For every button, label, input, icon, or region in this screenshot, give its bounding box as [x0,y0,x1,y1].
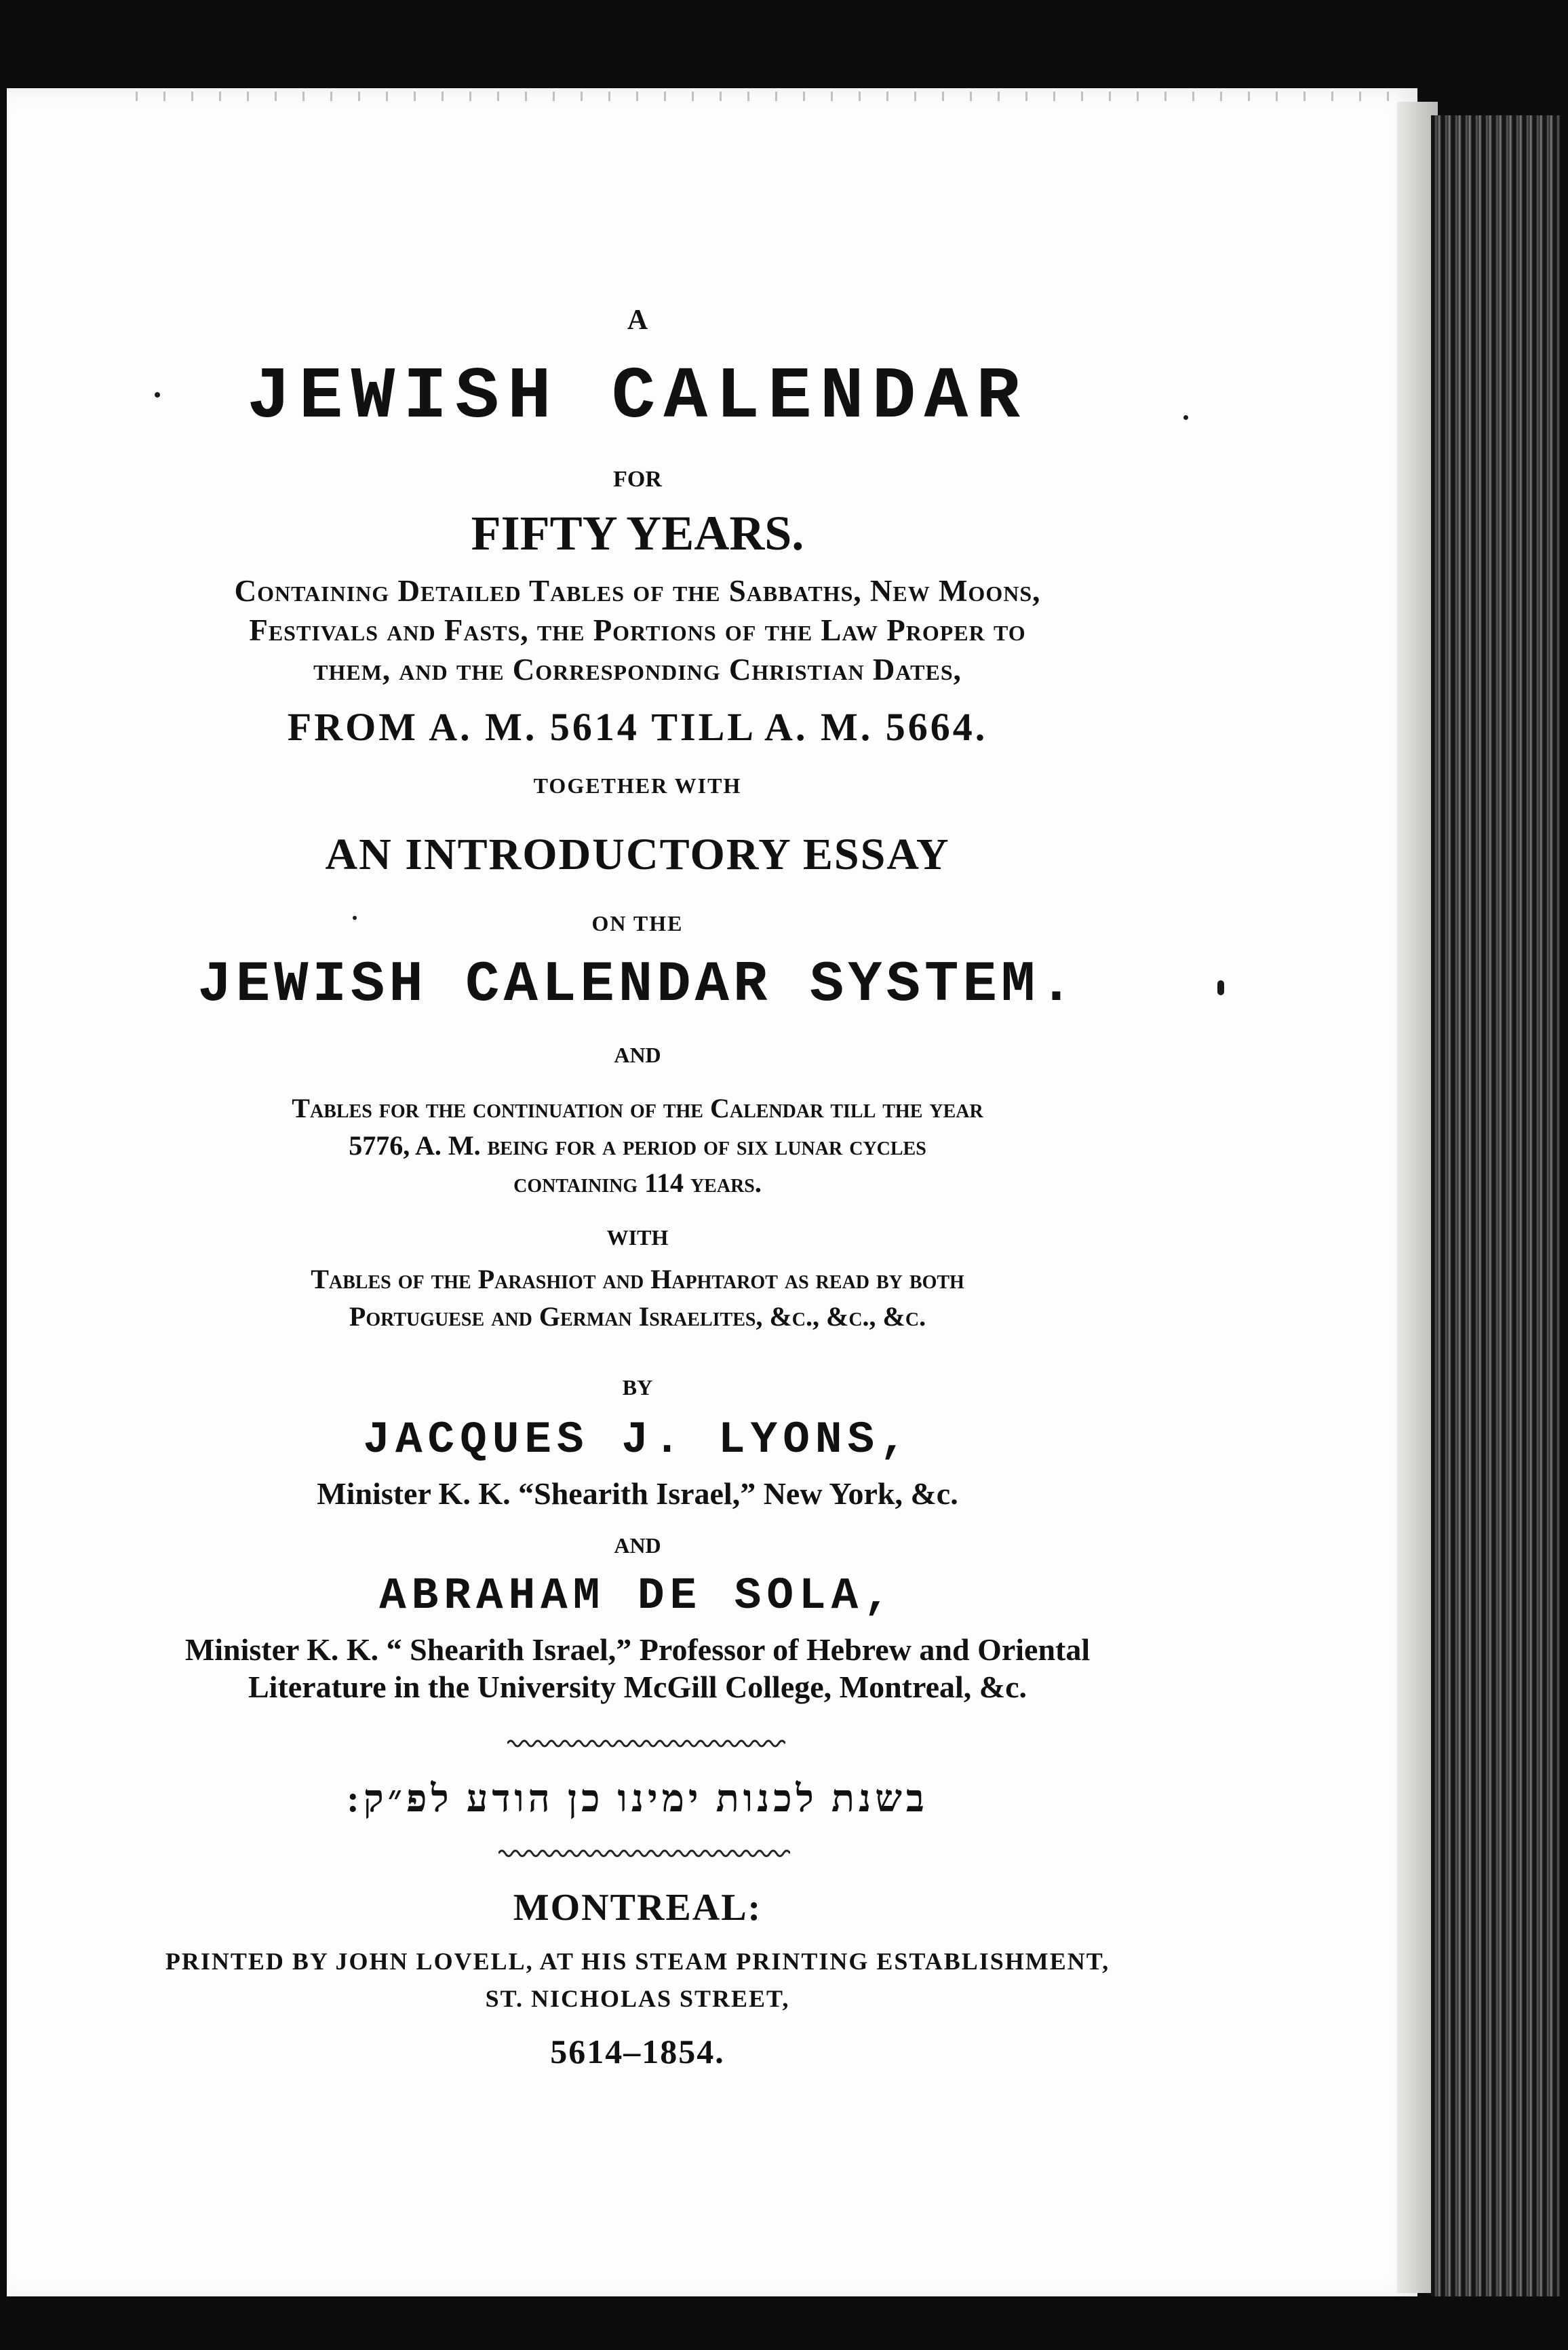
ink-speck [353,916,357,920]
author-lyons: JACQUES J. LYONS, [363,1414,912,1465]
date-range: FROM A. M. 5614 TILL A. M. 5664. [287,705,988,749]
author-de-sola-title-1: Minister K. K. “ Shearith Israel,” Professor of Hebrew and Oriental [184,1632,1091,1667]
hebrew-chronogram: בשנת לכנות ימינו כן הודע לפ״ק: [347,1778,928,1820]
description-line-1: Containing Detailed Tables of the Sabbaths, New Moons, [234,574,1041,608]
printer-line-1: PRINTED BY JOHN LOVELL, AT HIS STEAM PRINTING ESTABLISHMENT, [165,1948,1110,1975]
tables-line-1: Tables for the continuation of the Calendar till the year [292,1093,983,1123]
with-word: WITH [606,1225,669,1250]
and-word-2: AND [614,1533,661,1558]
author-de-sola-title-2: Literature in the University McGill College, Montreal, &c. [248,1670,1027,1704]
ink-speck [155,392,160,398]
author-lyons-title: Minister K. K. “Shearith Israel,” New York, &c. [317,1476,958,1511]
book-page-edges [1431,115,1560,2320]
tables-line-2: 5776, A. M. being for a period of six lunar cycles [349,1130,926,1161]
scan-bottom-border [0,2296,1568,2350]
introductory-essay: AN INTRODUCTORY ESSAY [325,830,950,879]
main-title: JEWISH CALENDAR [246,356,1029,439]
ink-speck [1183,415,1188,420]
top-edge-specks [136,92,1390,101]
title-article: A [627,305,648,336]
printer-line-2: ST. NICHOLAS STREET, [485,1985,790,2012]
for-word: FOR [613,467,662,492]
on-the: ON THE [591,911,684,936]
scan-top-border [0,0,1568,92]
ink-speck [1217,980,1224,995]
together-with: TOGETHER WITH [533,773,742,798]
imprint-year: 5614–1854. [550,2033,725,2070]
author-de-sola: ABRAHAM DE SOLA, [379,1571,896,1621]
ornament-rule-bottom [498,1847,790,1860]
fifty-years: FIFTY YEARS. [471,506,804,560]
ornament-rule-top [507,1737,785,1750]
by-word: BY [622,1375,653,1400]
description-line-2: Festivals and Fasts, the Portions of the Law Proper to [249,613,1026,647]
tables-line-3: containing 114 years. [513,1168,762,1198]
imprint-place: MONTREAL: [513,1887,762,1929]
calendar-system: JEWISH CALENDAR SYSTEM. [197,953,1078,1018]
parashiot-line-1: Tables of the Parashiot and Haphtarot as read by both [311,1264,964,1294]
and-word-1: AND [614,1043,661,1067]
parashiot-line-2: Portuguese and German Israelites, &c., &c., &c. [349,1301,926,1332]
description-line-3: them, and the Corresponding Christian Dates, [313,653,962,687]
